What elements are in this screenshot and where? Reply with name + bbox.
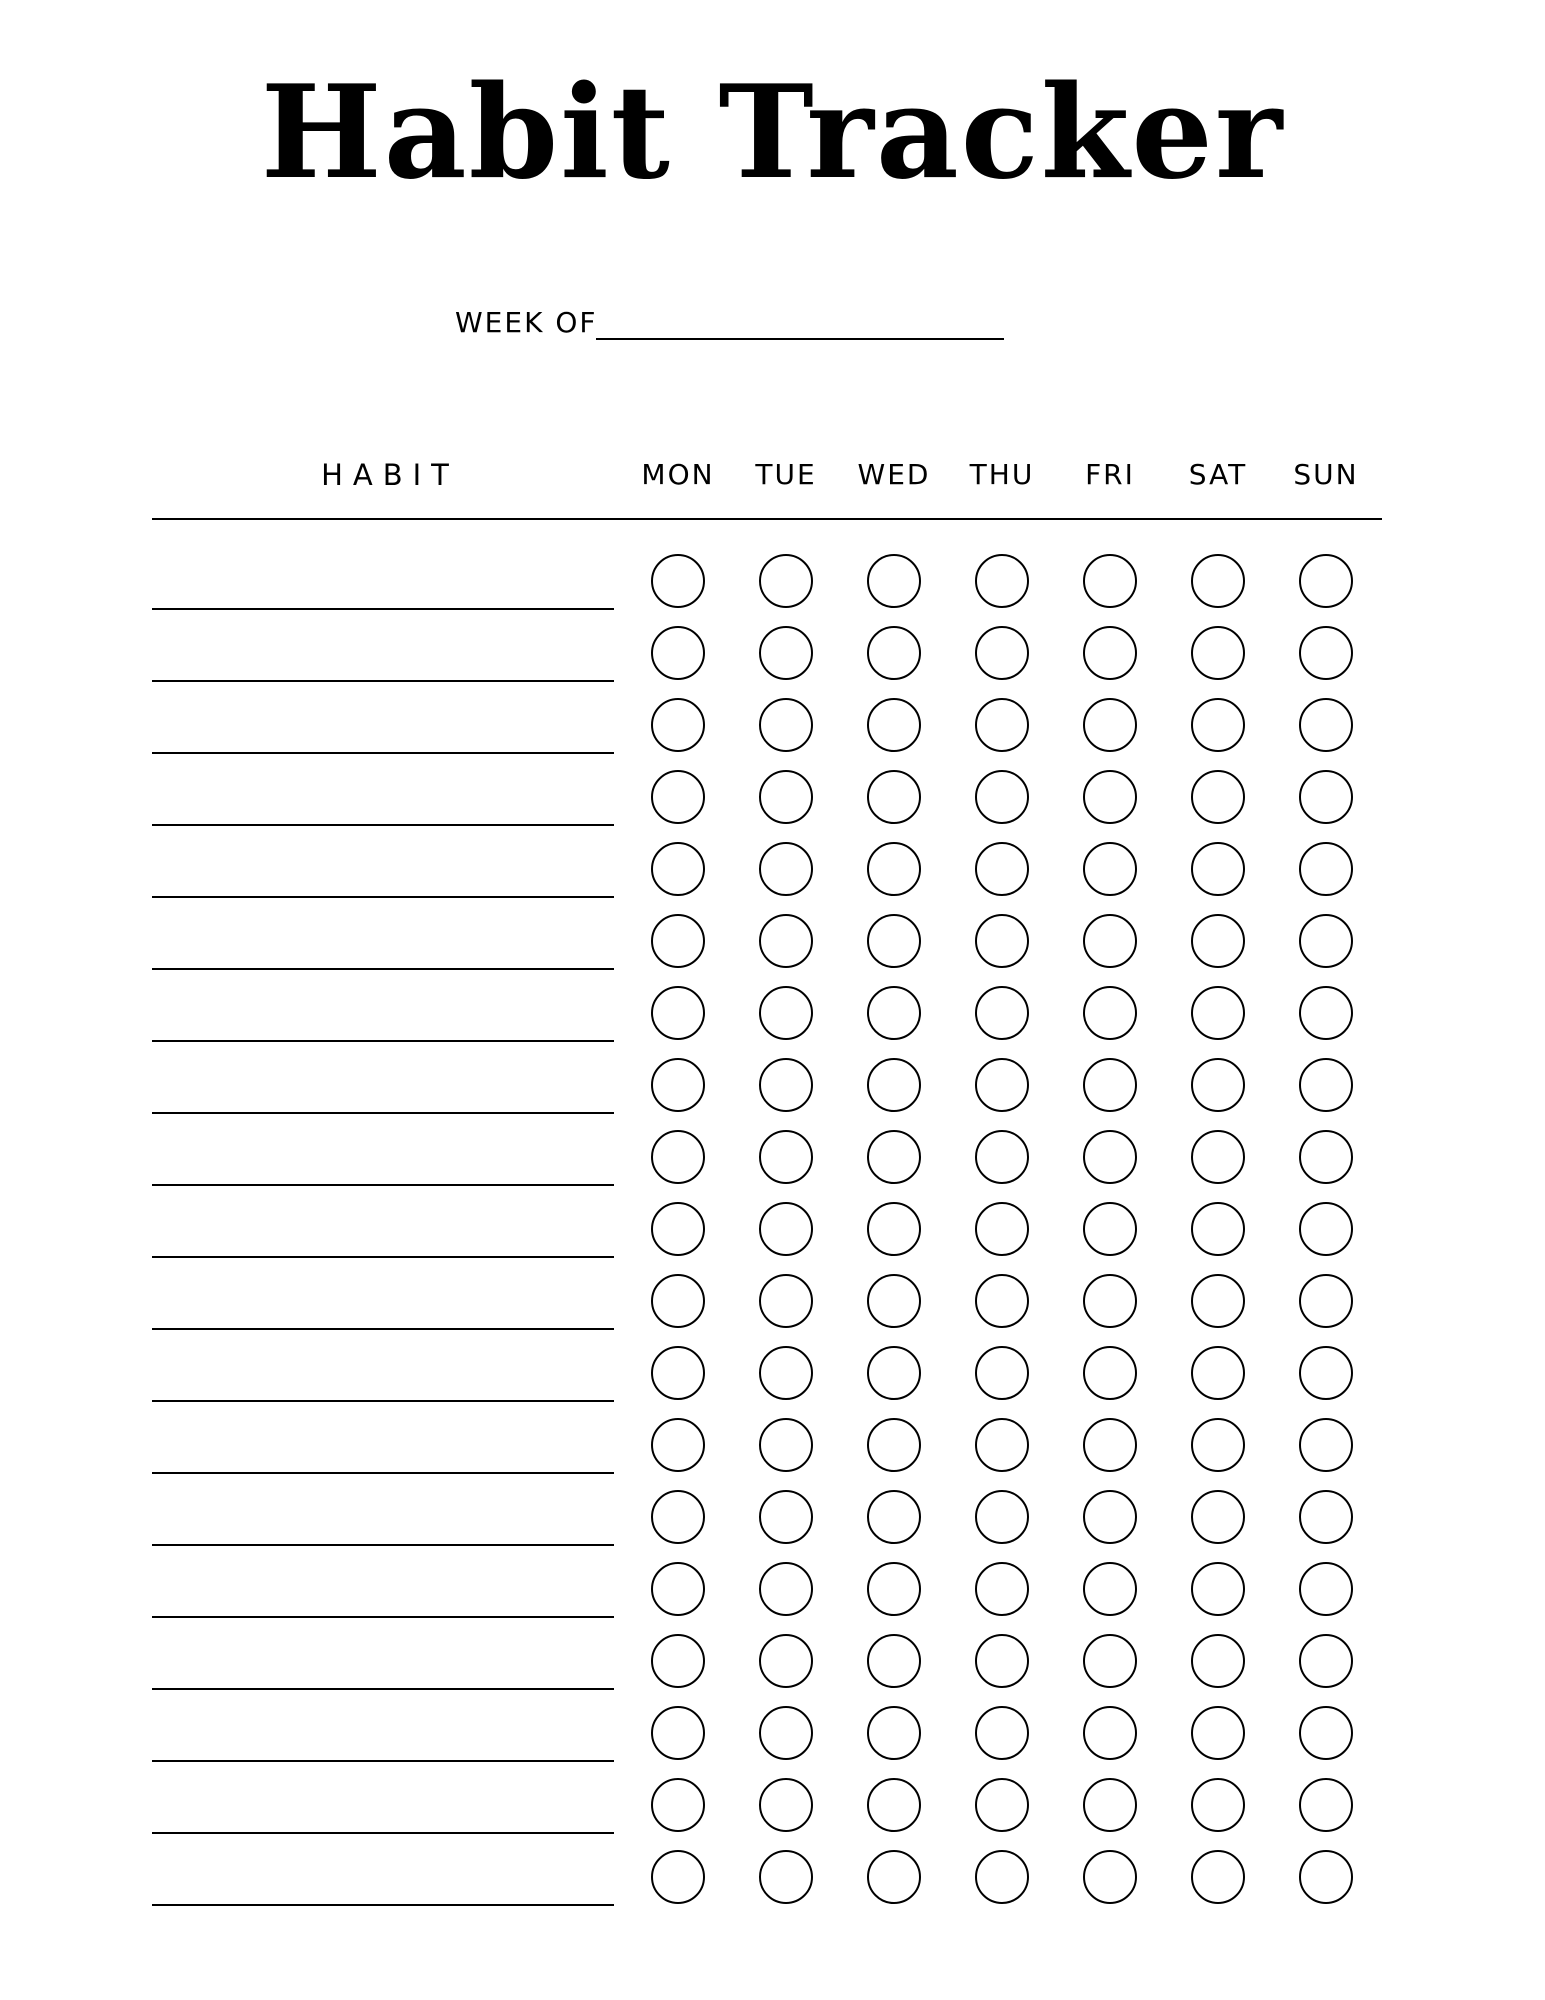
checkbox-circle-thu[interactable]: [975, 1058, 1029, 1112]
checkbox-circle-sun[interactable]: [1299, 1562, 1353, 1616]
habit-name-field[interactable]: [152, 1400, 614, 1402]
habit-name-field[interactable]: [152, 1256, 614, 1258]
habit-column-header: HABIT: [321, 458, 459, 492]
checkbox-circle-wed[interactable]: [867, 1418, 921, 1472]
week-of-label: WEEK OF: [455, 306, 598, 339]
checkbox-circle-wed[interactable]: [867, 554, 921, 608]
habit-row: [0, 624, 1545, 696]
habit-name-field[interactable]: [152, 1616, 614, 1618]
checkbox-circle-wed[interactable]: [867, 914, 921, 968]
checkbox-circle-thu[interactable]: [975, 1418, 1029, 1472]
checkbox-circle-wed[interactable]: [867, 770, 921, 824]
checkbox-circle-wed[interactable]: [867, 1274, 921, 1328]
habit-name-field[interactable]: [152, 1040, 614, 1042]
checkbox-circle-mon[interactable]: [651, 1706, 705, 1760]
checkbox-circle-fri[interactable]: [1083, 986, 1137, 1040]
checkbox-circle-sun[interactable]: [1299, 698, 1353, 752]
checkbox-circle-mon[interactable]: [651, 1778, 705, 1832]
habit-row: [0, 1848, 1545, 1920]
checkbox-circle-mon[interactable]: [651, 1058, 705, 1112]
habit-row: [0, 1200, 1545, 1272]
checkbox-circle-sat[interactable]: [1191, 1418, 1245, 1472]
checkbox-circle-tue[interactable]: [759, 554, 813, 608]
habit-row: [0, 1704, 1545, 1776]
checkbox-circle-mon[interactable]: [651, 914, 705, 968]
habit-row: [0, 912, 1545, 984]
checkbox-circle-wed[interactable]: [867, 842, 921, 896]
checkbox-circle-sat[interactable]: [1191, 1058, 1245, 1112]
habit-row: [0, 768, 1545, 840]
checkbox-circle-tue[interactable]: [759, 1778, 813, 1832]
checkbox-circle-fri[interactable]: [1083, 554, 1137, 608]
checkbox-circle-tue[interactable]: [759, 770, 813, 824]
checkbox-circle-thu[interactable]: [975, 1634, 1029, 1688]
checkbox-circle-sat[interactable]: [1191, 1850, 1245, 1904]
checkbox-circle-sat[interactable]: [1191, 1778, 1245, 1832]
checkbox-circle-sun[interactable]: [1299, 1346, 1353, 1400]
checkbox-circle-fri[interactable]: [1083, 1490, 1137, 1544]
habit-row: [0, 1632, 1545, 1704]
checkbox-circle-thu[interactable]: [975, 698, 1029, 752]
checkbox-circle-wed[interactable]: [867, 1562, 921, 1616]
checkbox-circle-mon[interactable]: [651, 1490, 705, 1544]
checkbox-circle-sun[interactable]: [1299, 626, 1353, 680]
checkbox-circle-sun[interactable]: [1299, 842, 1353, 896]
checkbox-circle-sat[interactable]: [1191, 1562, 1245, 1616]
checkbox-circle-tue[interactable]: [759, 626, 813, 680]
checkbox-circle-fri[interactable]: [1083, 1634, 1137, 1688]
checkbox-circle-thu[interactable]: [975, 626, 1029, 680]
checkbox-circle-tue[interactable]: [759, 1634, 813, 1688]
checkbox-circle-sun[interactable]: [1299, 986, 1353, 1040]
checkbox-circle-tue[interactable]: [759, 1850, 813, 1904]
checkbox-circle-mon[interactable]: [651, 1562, 705, 1616]
checkbox-circle-tue[interactable]: [759, 1490, 813, 1544]
checkbox-circle-mon[interactable]: [651, 1274, 705, 1328]
checkbox-circle-mon[interactable]: [651, 986, 705, 1040]
checkbox-circle-tue[interactable]: [759, 1706, 813, 1760]
checkbox-circle-sat[interactable]: [1191, 770, 1245, 824]
habit-name-field[interactable]: [152, 1832, 614, 1834]
checkbox-circle-sat[interactable]: [1191, 986, 1245, 1040]
habit-row: [0, 984, 1545, 1056]
day-header-thu: THU: [969, 458, 1035, 491]
checkbox-circle-sun[interactable]: [1299, 1058, 1353, 1112]
checkbox-circle-wed[interactable]: [867, 1850, 921, 1904]
checkbox-circle-sun[interactable]: [1299, 1706, 1353, 1760]
checkbox-circle-sat[interactable]: [1191, 1274, 1245, 1328]
habit-row: [0, 1128, 1545, 1200]
checkbox-circle-fri[interactable]: [1083, 842, 1137, 896]
habit-row: [0, 1776, 1545, 1848]
day-header-wed: WED: [857, 458, 931, 491]
habit-name-field[interactable]: [152, 1688, 614, 1690]
checkbox-circle-sat[interactable]: [1191, 1634, 1245, 1688]
day-header-tue: TUE: [755, 458, 817, 491]
checkbox-circle-wed[interactable]: [867, 626, 921, 680]
checkbox-circle-fri[interactable]: [1083, 1058, 1137, 1112]
habit-name-field[interactable]: [152, 1544, 614, 1546]
habit-row: [0, 1560, 1545, 1632]
checkbox-circle-thu[interactable]: [975, 1778, 1029, 1832]
checkbox-circle-wed[interactable]: [867, 1634, 921, 1688]
checkbox-circle-fri[interactable]: [1083, 1850, 1137, 1904]
checkbox-circle-thu[interactable]: [975, 1130, 1029, 1184]
habit-row: [0, 1488, 1545, 1560]
checkbox-circle-mon[interactable]: [651, 1418, 705, 1472]
habit-name-field[interactable]: [152, 1760, 614, 1762]
checkbox-circle-thu[interactable]: [975, 1706, 1029, 1760]
checkbox-circle-fri[interactable]: [1083, 698, 1137, 752]
checkbox-circle-sat[interactable]: [1191, 554, 1245, 608]
checkbox-circle-tue[interactable]: [759, 842, 813, 896]
checkbox-circle-sat[interactable]: [1191, 1706, 1245, 1760]
checkbox-circle-sun[interactable]: [1299, 1202, 1353, 1256]
checkbox-circle-fri[interactable]: [1083, 1706, 1137, 1760]
checkbox-circle-sat[interactable]: [1191, 1346, 1245, 1400]
habit-name-field[interactable]: [152, 1904, 614, 1906]
checkbox-circle-sat[interactable]: [1191, 626, 1245, 680]
checkbox-circle-tue[interactable]: [759, 1418, 813, 1472]
checkbox-circle-sat[interactable]: [1191, 842, 1245, 896]
habit-row: [0, 1416, 1545, 1488]
checkbox-circle-wed[interactable]: [867, 1490, 921, 1544]
day-header-sun: SUN: [1293, 458, 1359, 491]
day-header-fri: FRI: [1085, 458, 1135, 491]
checkbox-circle-thu[interactable]: [975, 986, 1029, 1040]
checkbox-circle-mon[interactable]: [651, 1346, 705, 1400]
checkbox-circle-sun[interactable]: [1299, 1850, 1353, 1904]
checkbox-circle-fri[interactable]: [1083, 1778, 1137, 1832]
checkbox-circle-fri[interactable]: [1083, 1346, 1137, 1400]
checkbox-circle-sun[interactable]: [1299, 1130, 1353, 1184]
checkbox-circle-wed[interactable]: [867, 1778, 921, 1832]
checkbox-circle-mon[interactable]: [651, 1202, 705, 1256]
habit-name-field[interactable]: [152, 824, 614, 826]
checkbox-circle-fri[interactable]: [1083, 914, 1137, 968]
checkbox-circle-sun[interactable]: [1299, 554, 1353, 608]
header-divider: [152, 518, 1382, 520]
checkbox-circle-thu[interactable]: [975, 842, 1029, 896]
checkbox-circle-sun[interactable]: [1299, 1634, 1353, 1688]
checkbox-circle-thu[interactable]: [975, 1562, 1029, 1616]
checkbox-circle-tue[interactable]: [759, 1058, 813, 1112]
checkbox-circle-tue[interactable]: [759, 914, 813, 968]
week-of-field[interactable]: [596, 338, 1004, 340]
checkbox-circle-tue[interactable]: [759, 986, 813, 1040]
checkbox-circle-tue[interactable]: [759, 1346, 813, 1400]
habit-row: [0, 1056, 1545, 1128]
checkbox-circle-mon[interactable]: [651, 698, 705, 752]
checkbox-circle-fri[interactable]: [1083, 626, 1137, 680]
checkbox-circle-thu[interactable]: [975, 1490, 1029, 1544]
checkbox-circle-thu[interactable]: [975, 1346, 1029, 1400]
checkbox-circle-sat[interactable]: [1191, 1490, 1245, 1544]
habit-name-field[interactable]: [152, 1184, 614, 1186]
checkbox-circle-sat[interactable]: [1191, 914, 1245, 968]
habit-name-field[interactable]: [152, 1328, 614, 1330]
checkbox-circle-sat[interactable]: [1191, 1130, 1245, 1184]
habit-name-field[interactable]: [152, 896, 614, 898]
checkbox-circle-mon[interactable]: [651, 1130, 705, 1184]
checkbox-circle-wed[interactable]: [867, 1346, 921, 1400]
checkbox-circle-sat[interactable]: [1191, 1202, 1245, 1256]
checkbox-circle-wed[interactable]: [867, 1130, 921, 1184]
checkbox-circle-thu[interactable]: [975, 914, 1029, 968]
checkbox-circle-wed[interactable]: [867, 1202, 921, 1256]
habit-name-field[interactable]: [152, 1112, 614, 1114]
checkbox-circle-tue[interactable]: [759, 1202, 813, 1256]
checkbox-circle-wed[interactable]: [867, 1058, 921, 1112]
checkbox-circle-tue[interactable]: [759, 1274, 813, 1328]
checkbox-circle-mon[interactable]: [651, 1850, 705, 1904]
checkbox-circle-thu[interactable]: [975, 1274, 1029, 1328]
checkbox-circle-mon[interactable]: [651, 626, 705, 680]
checkbox-circle-tue[interactable]: [759, 698, 813, 752]
checkbox-circle-sun[interactable]: [1299, 1778, 1353, 1832]
checkbox-circle-thu[interactable]: [975, 554, 1029, 608]
checkbox-circle-tue[interactable]: [759, 1130, 813, 1184]
page-title: Habit Tracker: [260, 58, 1285, 208]
day-header-sat: SAT: [1188, 458, 1248, 491]
checkbox-circle-wed[interactable]: [867, 1706, 921, 1760]
checkbox-circle-fri[interactable]: [1083, 1418, 1137, 1472]
day-header-mon: MON: [641, 458, 715, 491]
checkbox-circle-wed[interactable]: [867, 698, 921, 752]
checkbox-circle-fri[interactable]: [1083, 770, 1137, 824]
habit-row: [0, 840, 1545, 912]
checkbox-circle-fri[interactable]: [1083, 1202, 1137, 1256]
checkbox-circle-sun[interactable]: [1299, 1490, 1353, 1544]
checkbox-circle-thu[interactable]: [975, 770, 1029, 824]
checkbox-circle-fri[interactable]: [1083, 1274, 1137, 1328]
checkbox-circle-sat[interactable]: [1191, 698, 1245, 752]
habit-name-field[interactable]: [152, 1472, 614, 1474]
checkbox-circle-wed[interactable]: [867, 986, 921, 1040]
checkbox-circle-mon[interactable]: [651, 770, 705, 824]
checkbox-circle-fri[interactable]: [1083, 1130, 1137, 1184]
checkbox-circle-sun[interactable]: [1299, 914, 1353, 968]
habit-name-field[interactable]: [152, 680, 614, 682]
checkbox-circle-sun[interactable]: [1299, 1274, 1353, 1328]
checkbox-circle-fri[interactable]: [1083, 1562, 1137, 1616]
habit-name-field[interactable]: [152, 608, 614, 610]
checkbox-circle-thu[interactable]: [975, 1202, 1029, 1256]
checkbox-circle-mon[interactable]: [651, 842, 705, 896]
habit-name-field[interactable]: [152, 968, 614, 970]
checkbox-circle-tue[interactable]: [759, 1562, 813, 1616]
habit-row: [0, 552, 1545, 624]
habit-row: [0, 696, 1545, 768]
habit-name-field[interactable]: [152, 752, 614, 754]
checkbox-circle-mon[interactable]: [651, 554, 705, 608]
checkbox-circle-sun[interactable]: [1299, 770, 1353, 824]
habit-row: [0, 1344, 1545, 1416]
checkbox-circle-thu[interactable]: [975, 1850, 1029, 1904]
checkbox-circle-mon[interactable]: [651, 1634, 705, 1688]
checkbox-circle-sun[interactable]: [1299, 1418, 1353, 1472]
habit-row: [0, 1272, 1545, 1344]
